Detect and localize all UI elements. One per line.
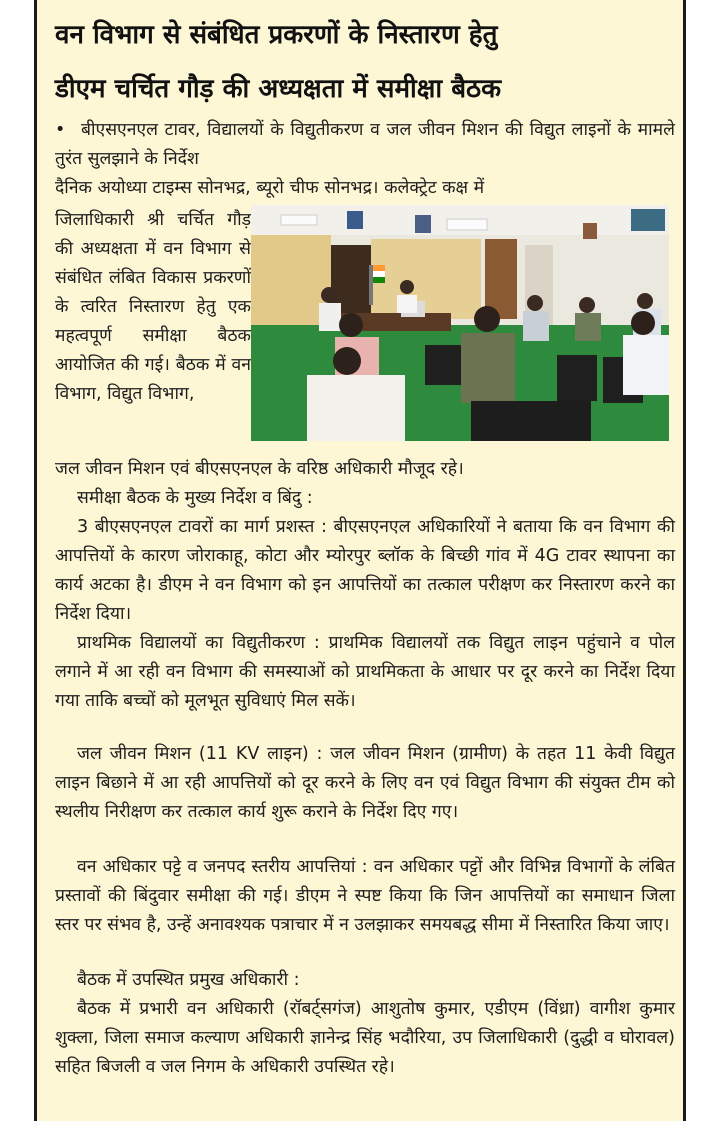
subheadline-text: बीएसएनएल टावर, विद्यालयों के विद्युतीकरण व जल जीवन मिशन की विद्युत लाइनों के मामले तुरंत सुलझाने के निर्देश [55, 120, 675, 169]
point-jal-jeevan-mission: जल जीवन मिशन (11 KV लाइन) : जल जीवन मिशन (ग्रामीण) के तहत 11 केवी विद्युत लाइन बिछाने में आ रही आपत्तियों को दूर करने के लिए वन एवं विद्युत विभाग की संयुक्त टीम को स्थलीय निरीक्षण कर तत्काल कार्य शुरू कराने के निर्देश दिए गए। [55, 744, 675, 822]
point-bsnl-towers: 3 बीएसएनएल टावरों का मार्ग प्रशस्त : बीएसएनएल अधिकारियों ने बताया कि वन विभाग की आपत्तियों के कारण जोराकाहू, कोटा और म्योरपुर ब्लॉक के बिच्छी गांव में 4G टावर स्थापना का कार्य अटका है। डीएम ने वन विभाग को इन आपत्तियों का तत्काल परीक्षण कर निस्तारण करने का निर्देश दिया। [55, 517, 675, 624]
intro-paragraph-continuation: जल जीवन मिशन एवं बीएसएनएल के वरिष्ठ अधिकारी मौजूद रहे। [55, 459, 464, 479]
officials-paragraph: बैठक में प्रभारी वन अधिकारी (रॉबर्ट्सगंज) आशुतोष कुमार, एडीएम (विंध्रा) वागीश कुमार शुक्ला, जिला समाज कल्याण अधिकारी ज्ञानेन्द्र सिंह भदौरिया, उप जिलाधिकारी (दुद्धी व घोरावल) सहित बिजली व जल निगम के अधिकारी उपस्थित रहे। [55, 999, 675, 1077]
newspaper-clipping [34, 0, 686, 1121]
meeting-photo [251, 205, 669, 441]
point-school-electrification: प्राथमिक विद्यालयों का विद्युतीकरण : प्राथमिक विद्यालयों तक विद्युत लाइन पहुंचाने व पोल लगाने में आ रही वन विभाग की समस्याओं को प्राथमिकता के आधार पर दूर करने का निर्देश दिया गया ताकि बच्चों को मूलभूत सुविधाएं मिल सकें। [55, 633, 675, 711]
headline-line-2: डीएम चर्चित गौड़ की अध्यक्षता में समीक्षा बैठक [55, 74, 502, 104]
point-forest-rights: वन अधिकार पट्टे व जनपद स्तरीय आपत्तियां : वन अधिकार पट्टों और विभिन्न विभागों के लंबित प्रस्तावों की बिंदुवार समीक्षा की गई। डीएम ने स्पष्ट किया कि जिन आपत्तियों का समाधान जिला स्तर पर संभव है, उन्हें अनावश्यक पत्राचार में न उलझाकर समयबद्ध सीमा में निस्तारित किया जाए। [55, 857, 675, 935]
officials-heading: बैठक में उपस्थित प्रमुख अधिकारी : [77, 970, 300, 990]
dateline: दैनिक अयोध्या टाइम्स सोनभद्र, ब्यूरो चीफ सोनभद्र। कलेक्ट्रेट कक्ष में [55, 178, 485, 198]
section-heading: समीक्षा बैठक के मुख्य निर्देश व बिंदु : [77, 488, 313, 508]
bullet-icon: • [55, 120, 66, 140]
subheadline-bullet [55, 116, 675, 174]
headline-line-1: वन विभाग से संबंधित प्रकरणों के निस्तारण हेतु [55, 20, 498, 50]
intro-paragraph: जिलाधिकारी श्री चर्चित गौड़ की अध्यक्षता में वन विभाग से संबंधित लंबित विकास प्रकरणों के त्वरित निस्तारण हेतु एक महत्वपूर्ण समीक्षा बैठक आयोजित की गई। बैठक में वन विभाग, विद्युत विभाग, [55, 210, 251, 404]
